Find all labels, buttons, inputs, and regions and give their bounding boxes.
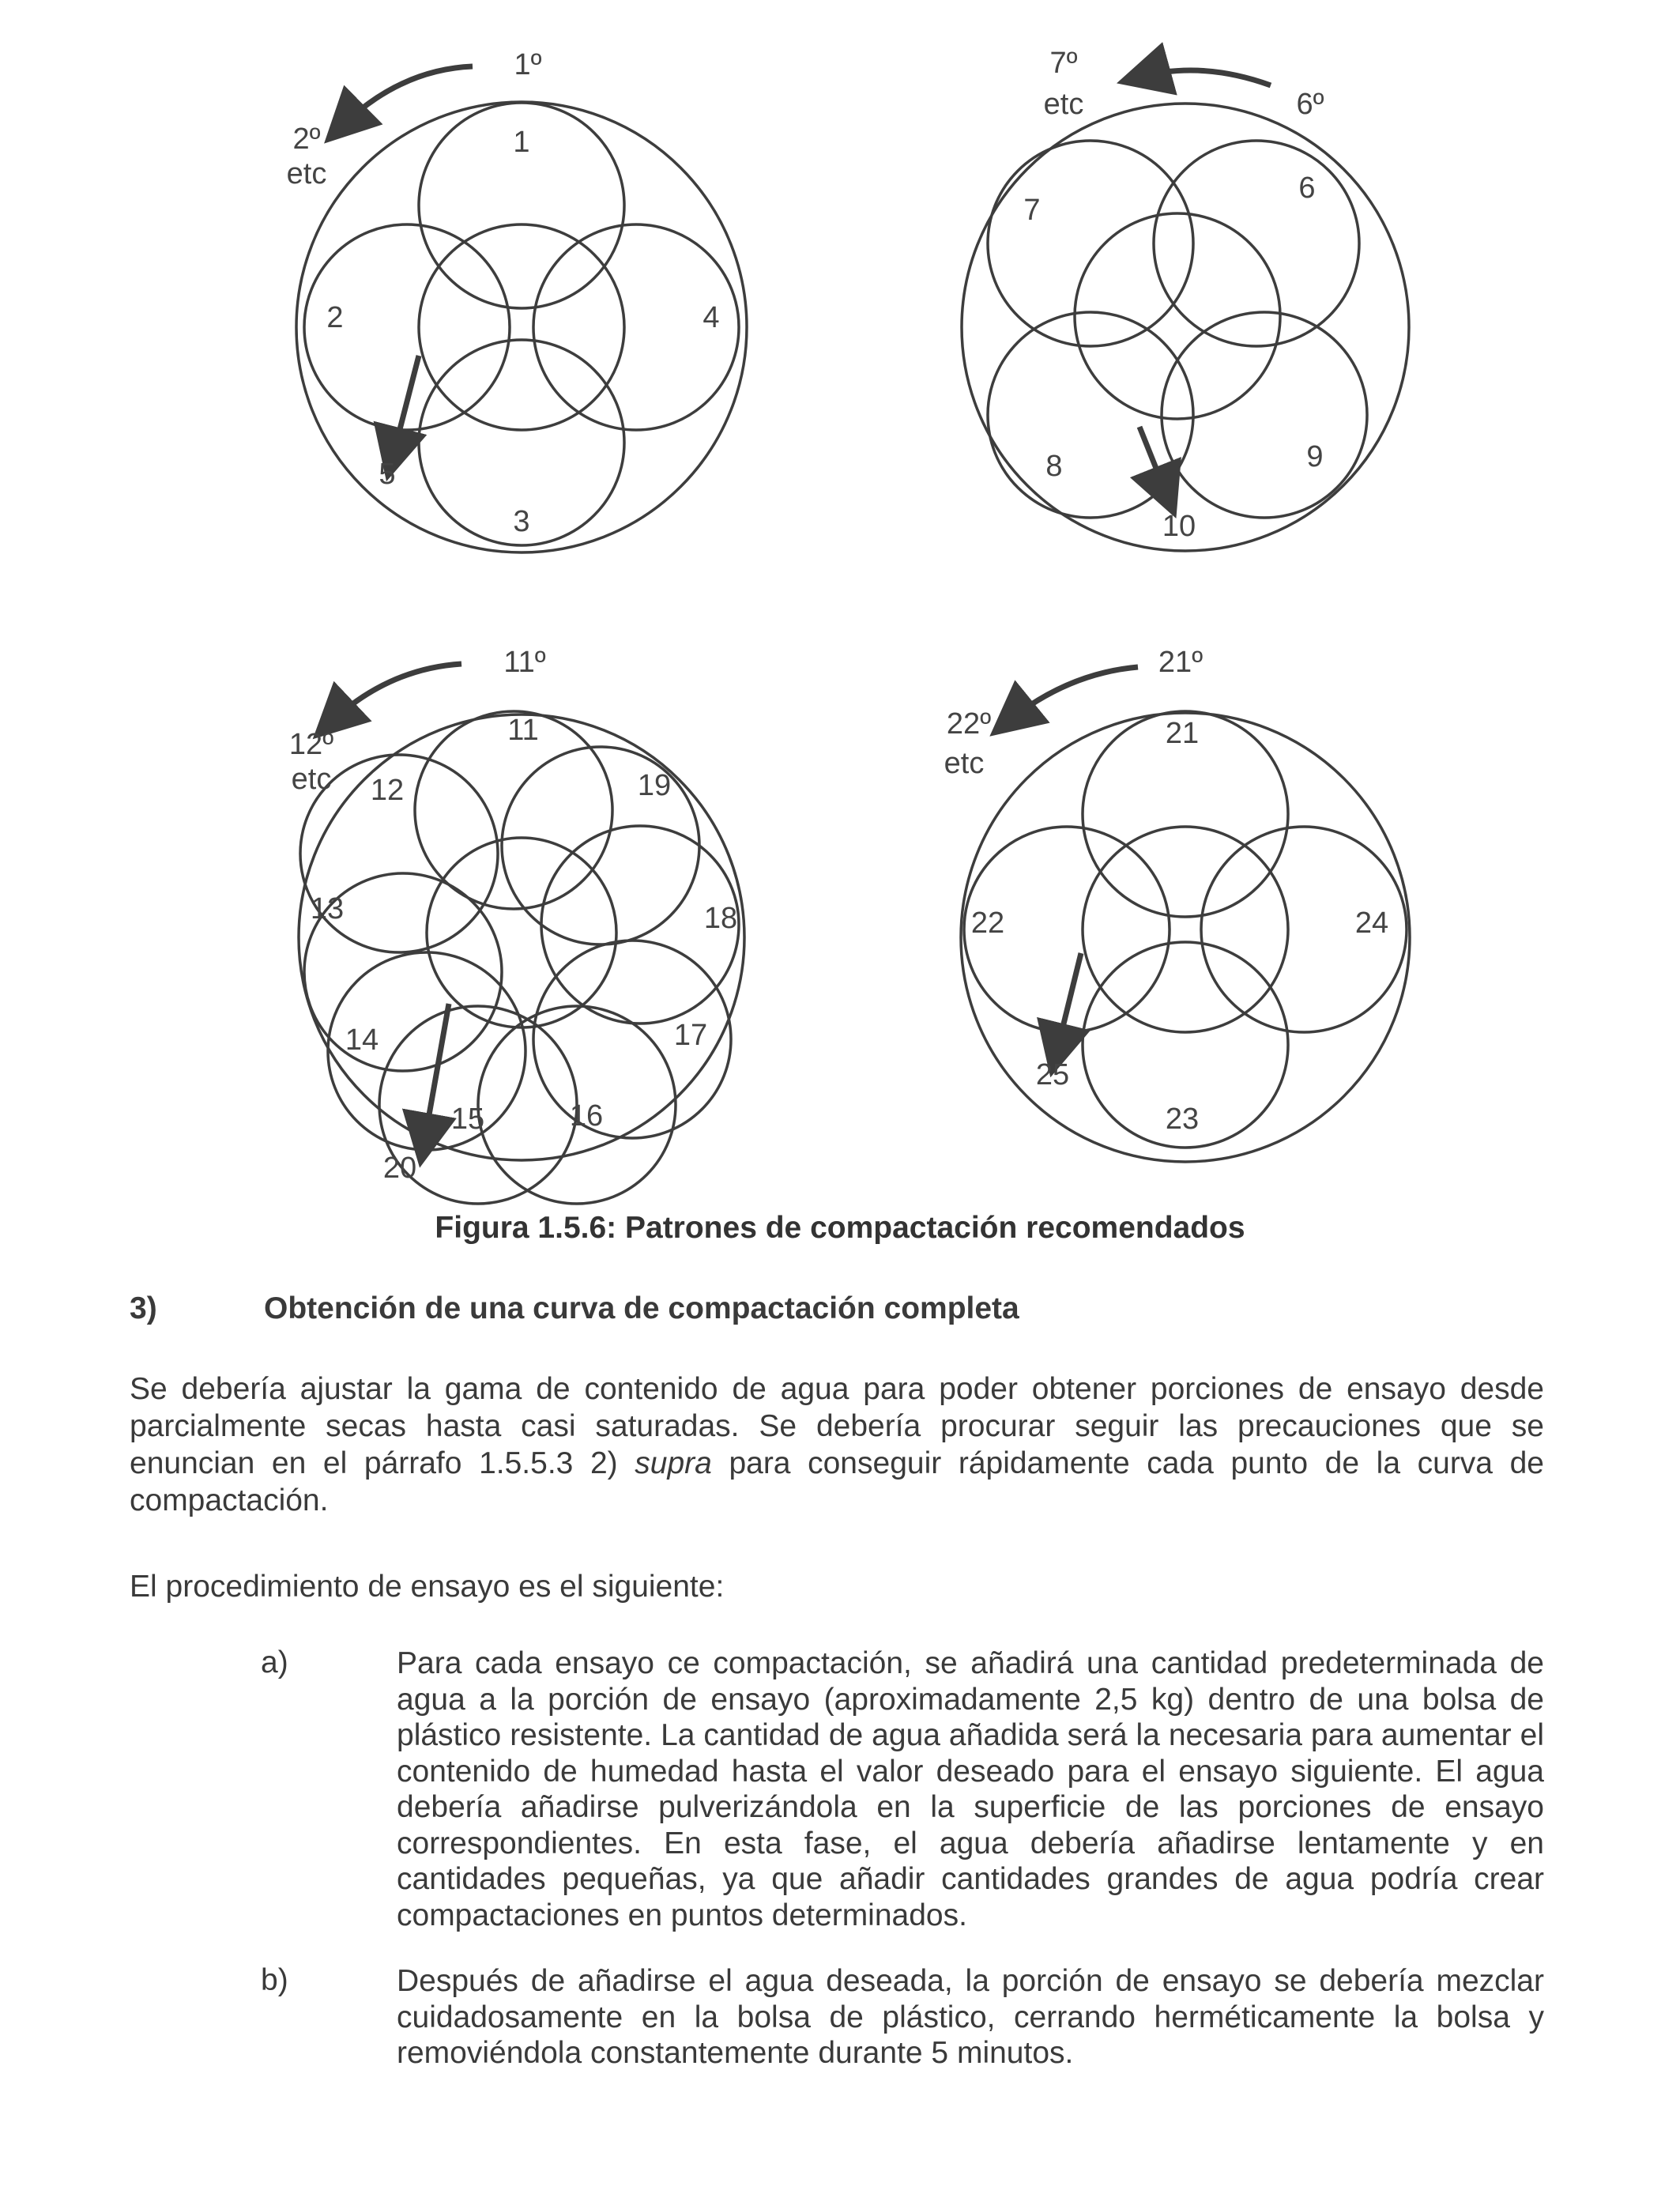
tamp-label: 13 [310, 892, 345, 925]
etc-label: etc [286, 157, 327, 190]
rotation-arrow [329, 664, 461, 724]
tamp-label: 2 [326, 301, 344, 334]
order-label: 21º [1158, 646, 1203, 679]
tamp-label: 5 [379, 458, 396, 491]
tamp-circle [988, 141, 1193, 346]
tamp-circle [1075, 213, 1280, 419]
order-label: 1º [514, 48, 542, 81]
next-label: 2º [292, 123, 321, 156]
tamp-circle [419, 224, 624, 430]
tamp-label: 14 [345, 1023, 379, 1057]
mould-outline [299, 714, 744, 1160]
rotation-arrow [1007, 667, 1138, 722]
tamp-label: 9 [1306, 440, 1324, 473]
tamp-label: 18 [703, 902, 738, 935]
diagram-2 [962, 70, 1409, 551]
item-label: a) [261, 1646, 288, 1679]
tamp-circle [1154, 141, 1359, 346]
intro-text-end: para conseguir rápidamente cada punto de la curva de compactación. [130, 1446, 1544, 1517]
intro-italic: supra [635, 1446, 712, 1480]
section-title: Obtención de una curva de compactación completa [264, 1291, 1019, 1325]
tamp-label: 16 [569, 1099, 604, 1133]
etc-label: etc [291, 763, 332, 796]
tamp-label: 8 [1045, 450, 1063, 483]
mould-outline [961, 713, 1410, 1162]
tamp-label: 22 [970, 907, 1005, 940]
rotation-arrow [1138, 70, 1271, 85]
etc-label: etc [944, 747, 985, 780]
next-position-arrow [1056, 953, 1081, 1056]
tamp-label: 19 [637, 769, 672, 802]
etc-label: etc [1043, 88, 1084, 121]
intro-paragraph [130, 1370, 1544, 1519]
tamp-label: 15 [450, 1103, 485, 1136]
rotation-arrow [340, 66, 473, 128]
item-text: Para cada ensayo ce compactación, se añadirá una cantidad predeterminada de agua a la porción de ensayo (aproximadamente 2,5 kg) dentro de una bolsa de plástico resistente. La cantidad de agua añadida será la necesaria para aumentar el contenido de humedad hasta el valor deseado para el ensayo siguiente. El agua debería añadirse pulverizándola en la superficie de las porciones de ensayo correspondientes. En esta fase, el agua debería añadirse lentamente y en cantidades pequeñas, ya que añadir cantidades grandes de agua podría crear compactaciones en puntos determinados. [397, 1646, 1544, 1932]
tamp-label: 3 [513, 505, 530, 538]
next-label: 22º [946, 707, 992, 741]
next-position-arrow [424, 1004, 449, 1146]
tamp-circle [427, 838, 616, 1027]
tamp-label: 4 [703, 301, 720, 334]
tamp-label: 21 [1165, 717, 1200, 750]
intro-text-start: Se debería ajustar la gama de contenido de agua para poder obtener porciones de ensayo desde parcialmente secas hasta casi saturadas. Se debería procurar seguir las precauciones que se enuncian en el párrafo 1.5.5.3 2) [130, 1372, 1544, 1480]
tamp-label: 11 [507, 714, 539, 747]
tamp-label: 25 [1035, 1058, 1070, 1091]
procedure-intro: El procedimiento de ensayo es el siguiente: [130, 1570, 725, 1604]
section-number: 3) [130, 1291, 157, 1325]
tamp-circle [1083, 827, 1288, 1032]
item-text: Después de añadirse el agua deseada, la porción de ensayo se debería mezclar cuidadosamente en la bolsa de plástico, cerrando herméticamente la bolsa y removiéndola constantemente durante 5 minutos. [397, 1964, 1544, 2070]
tamp-label: 1 [513, 126, 530, 159]
tamp-label: 12 [370, 774, 405, 807]
mould-outline [296, 102, 747, 552]
order-label: 11º [503, 646, 546, 679]
tamp-label: 17 [673, 1019, 708, 1052]
tamp-label: 6 [1298, 172, 1316, 205]
next-label: 12º [288, 728, 334, 761]
order-label: 6º [1296, 88, 1324, 121]
tamp-label: 24 [1354, 907, 1389, 940]
tamp-label: 10 [1162, 510, 1196, 543]
item-label: b) [261, 1963, 288, 1997]
next-position-arrow [392, 356, 419, 460]
tamp-label: 20 [382, 1152, 417, 1185]
tamp-label: 7 [1023, 194, 1041, 227]
figure-caption: Figura 1.5.6: Patrones de compactación recomendados [435, 1211, 1245, 1245]
next-label: 7º [1049, 47, 1078, 80]
tamp-label: 23 [1165, 1103, 1200, 1136]
